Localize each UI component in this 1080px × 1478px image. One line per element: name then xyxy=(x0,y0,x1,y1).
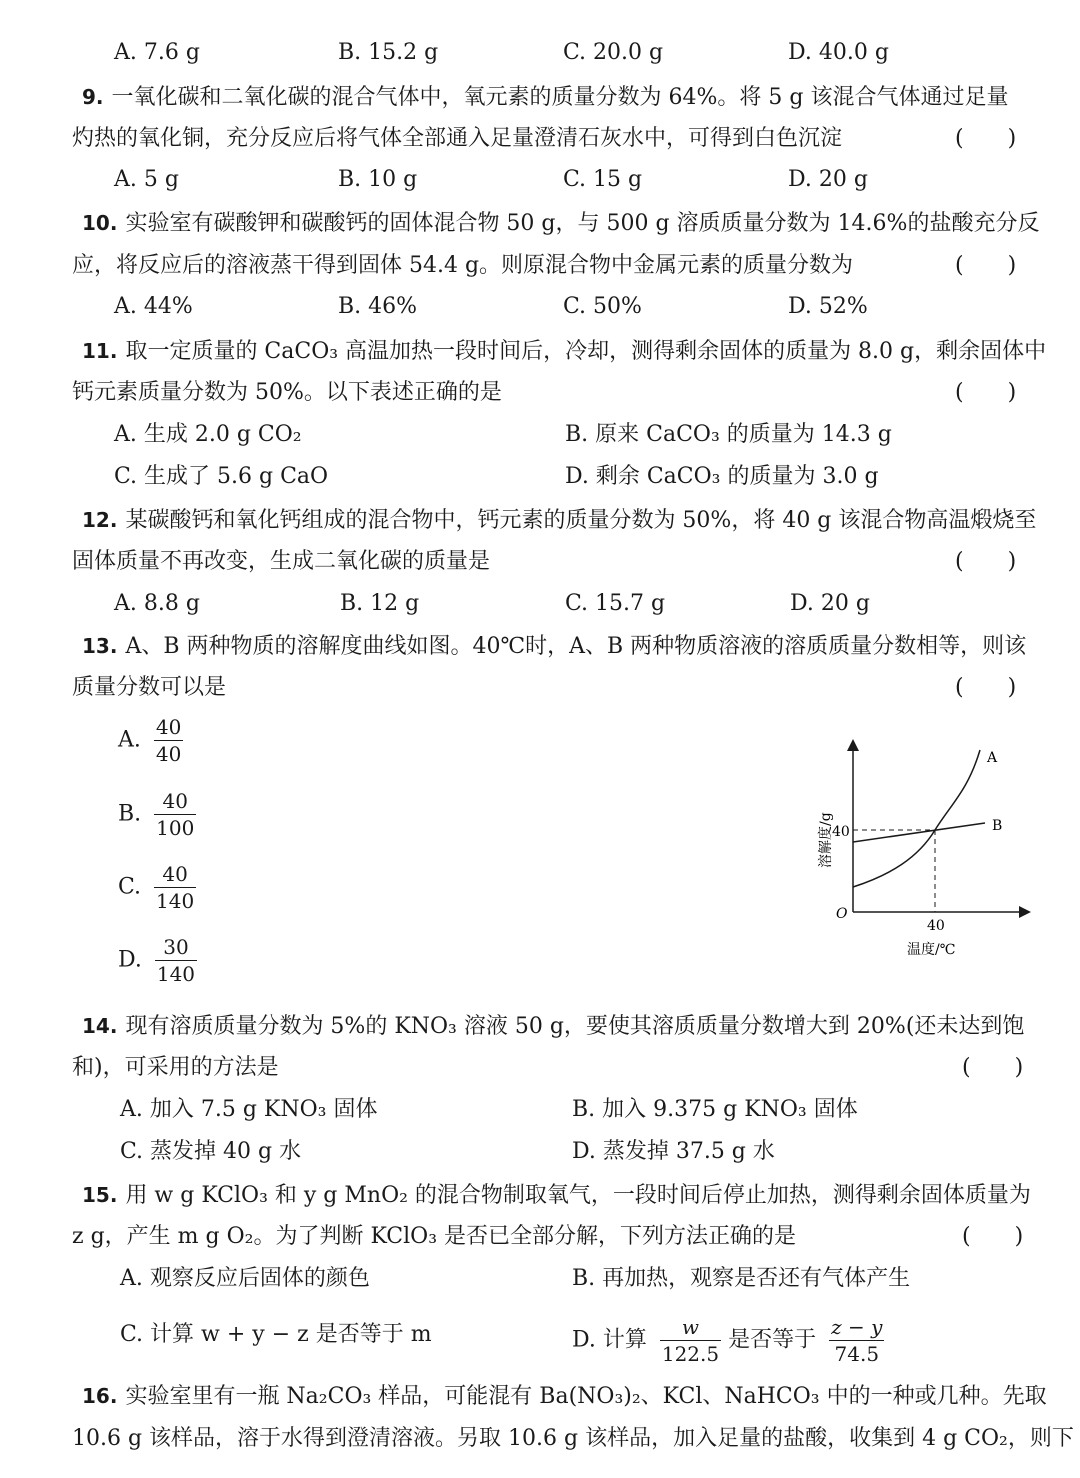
q9-option-c: C. 15 g xyxy=(563,167,643,192)
curve-a xyxy=(853,750,980,887)
q9-option-d: D. 20 g xyxy=(788,167,868,192)
fraction-denominator: 140 xyxy=(156,962,196,986)
q16-line2: 10.6 g 该样品，溶于水得到澄清溶液。另取 10.6 g 该样品，加入足量的盐酸，收集到 4 g CO₂，则下 xyxy=(72,1426,1074,1451)
q12-answer-blank: ( ) xyxy=(955,549,1017,574)
q16-number: 16. xyxy=(82,1384,118,1408)
q12-line1 xyxy=(82,505,1036,536)
q13-option-d xyxy=(118,934,197,987)
q13-option-c-fraction xyxy=(154,861,196,914)
q14-number: 14. xyxy=(82,1014,118,1038)
q12-option-a: A. 8.8 g xyxy=(114,591,200,616)
q15-option-d xyxy=(572,1314,884,1367)
solubility-graph xyxy=(800,730,1040,970)
q12-number: 12. xyxy=(82,508,118,532)
q9-option-b: B. 10 g xyxy=(338,167,418,192)
fraction-numerator: 40 xyxy=(154,861,196,888)
q15-number: 15. xyxy=(82,1183,118,1207)
q11-line2: 钙元素质量分数为 50%。以下表述正确的是 xyxy=(72,380,502,405)
q12-option-c: C. 15.7 g xyxy=(565,591,666,616)
q10-option-d: D. 52% xyxy=(788,294,868,319)
q13-line2: 质量分数可以是 xyxy=(72,675,227,700)
q16-text1: 实验室里有一瓶 Na₂CO₃ 样品，可能混有 Ba(NO₃)₂、KCl、NaHCO₃ 中的一种或几种。先取 xyxy=(125,1384,1047,1409)
q11-option-d: D. 剩余 CaCO₃ 的质量为 3.0 g xyxy=(565,464,879,489)
fraction-numerator: z − y xyxy=(831,1315,883,1339)
q14-option-d: D. 蒸发掉 37.5 g 水 xyxy=(572,1139,775,1164)
q11-option-c: C. 生成了 5.6 g CaO xyxy=(114,464,329,489)
q10-line2: 应，将反应后的溶液蒸干得到固体 54.4 g。则原混合物中金属元素的质量分数为 xyxy=(72,253,854,278)
q15-line2: z g，产生 m g O₂。为了判断 KClO₃ 是否已全部分解，下列方法正确的是 xyxy=(72,1224,797,1249)
origin-label: O xyxy=(836,906,848,922)
q10-option-b: B. 46% xyxy=(338,294,418,319)
q15-option-d-prefix: D. 计算 xyxy=(572,1327,647,1353)
q15-option-d-fraction-2 xyxy=(829,1314,884,1367)
q13-text1: A、B 两种物质的溶解度曲线如图。40℃时，A、B 两种物质溶液的溶质质量分数相等，则该 xyxy=(125,634,1027,659)
q9-line1 xyxy=(82,82,1008,113)
q8-option-b: B. 15.2 g xyxy=(338,40,439,65)
q8-option-c: C. 20.0 g xyxy=(563,40,664,65)
q16-line1 xyxy=(82,1381,1047,1412)
q8-option-d: D. 40.0 g xyxy=(788,40,889,65)
q10-option-a: A. 44% xyxy=(114,294,193,319)
q15-option-c: C. 计算 w + y − z 是否等于 m xyxy=(120,1322,432,1347)
q13-option-b-fraction xyxy=(154,788,196,841)
q9-text1: 一氧化碳和二氧化碳的混合气体中，氧元素的质量分数为 64%。将 5 g 该混合气体通过足量 xyxy=(111,85,1009,110)
x-axis-title: 温度/℃ xyxy=(907,942,956,958)
q14-answer-blank: ( ) xyxy=(962,1055,1024,1080)
fraction-numerator: w xyxy=(660,1314,721,1341)
q13-option-d-fraction xyxy=(155,934,197,987)
q11-option-b: B. 原来 CaCO₃ 的质量为 14.3 g xyxy=(565,422,892,447)
q14-option-a: A. 加入 7.5 g KNO₃ 固体 xyxy=(120,1097,378,1122)
q14-line2: 和)，可采用的方法是 xyxy=(72,1055,279,1080)
q9-option-a: A. 5 g xyxy=(114,167,179,192)
fraction-numerator: 40 xyxy=(154,788,196,815)
x-tick-label: 40 xyxy=(927,918,945,934)
q11-option-a: A. 生成 2.0 g CO₂ xyxy=(114,422,302,447)
q12-line2: 固体质量不再改变，生成二氧化碳的质量是 xyxy=(72,549,491,574)
curve-b-label: B xyxy=(992,818,1003,834)
q13-option-c-label: C. xyxy=(118,874,142,900)
q10-number: 10. xyxy=(82,211,118,235)
q15-option-b: B. 再加热，观察是否还有气体产生 xyxy=(572,1266,911,1291)
q11-number: 11. xyxy=(82,339,118,363)
q15-answer-blank: ( ) xyxy=(962,1224,1024,1249)
q14-text1: 现有溶质质量分数为 5%的 KNO₃ 溶液 50 g，要使其溶质质量分数增大到 20%(还未达到饱 xyxy=(125,1014,1025,1039)
q13-option-b xyxy=(118,788,196,841)
fraction-denominator: 122.5 xyxy=(661,1342,720,1366)
q15-text1: 用 w g KClO₃ 和 y g MnO₂ 的混合物制取氧气，一段时间后停止加热，测得剩余固体质量为 xyxy=(125,1183,1031,1208)
q13-option-c xyxy=(118,861,196,914)
q8-option-a: A. 7.6 g xyxy=(114,40,200,65)
fraction-numerator: 30 xyxy=(155,934,197,961)
q11-text1: 取一定质量的 CaCO₃ 高温加热一段时间后，冷却，测得剩余固体的质量为 8.0 g，剩余固体中 xyxy=(125,339,1047,364)
q15-option-d-fraction-1 xyxy=(660,1314,721,1367)
q9-number: 9. xyxy=(82,85,104,109)
q14-option-c: C. 蒸发掉 40 g 水 xyxy=(120,1139,302,1164)
q15-option-a: A. 观察反应后固体的颜色 xyxy=(120,1266,370,1291)
q10-answer-blank: ( ) xyxy=(955,253,1017,278)
q13-option-a-fraction xyxy=(154,714,183,767)
q14-option-b: B. 加入 9.375 g KNO₃ 固体 xyxy=(572,1097,858,1122)
q10-line1 xyxy=(82,208,1039,239)
q15-option-d-mid: 是否等于 xyxy=(728,1327,817,1353)
fraction-denominator: 40 xyxy=(155,742,182,766)
q12-option-d: D. 20 g xyxy=(790,591,870,616)
q9-answer-blank: ( ) xyxy=(955,126,1017,151)
q9-line2: 灼热的氧化铜，充分反应后将气体全部通入足量澄清石灰水中，可得到白色沉淀 xyxy=(72,126,843,151)
q14-line1 xyxy=(82,1011,1024,1042)
q12-option-b: B. 12 g xyxy=(340,591,420,616)
q13-line1 xyxy=(82,631,1026,662)
q13-option-b-label: B. xyxy=(118,801,142,827)
fraction-denominator: 100 xyxy=(156,816,195,840)
q13-option-a xyxy=(118,714,183,767)
q15-line1 xyxy=(82,1180,1031,1211)
q11-line1 xyxy=(82,336,1046,367)
q10-text1: 实验室有碳酸钾和碳酸钙的固体混合物 50 g，与 500 g 溶质质量分数为 14.6%的盐酸充分反 xyxy=(125,211,1040,236)
fraction-denominator: 140 xyxy=(156,889,195,913)
curve-a-label: A xyxy=(987,750,998,766)
q12-text1: 某碳酸钙和氧化钙组成的混合物中，钙元素的质量分数为 50%，将 40 g 该混合物高温煅烧至 xyxy=(125,508,1037,533)
fraction-numerator: 40 xyxy=(155,715,182,739)
q13-answer-blank: ( ) xyxy=(955,675,1017,700)
q13-option-d-label: D. xyxy=(118,947,142,973)
fraction-denominator: 74.5 xyxy=(834,1342,880,1366)
q10-option-c: C. 50% xyxy=(563,294,642,319)
q13-option-a-label: A. xyxy=(118,727,141,753)
y-tick-label: 40 xyxy=(832,824,850,840)
q11-answer-blank: ( ) xyxy=(955,380,1017,405)
y-axis-title: 溶解度/g xyxy=(818,812,834,868)
curve-b xyxy=(853,823,985,842)
q13-number: 13. xyxy=(82,634,118,658)
